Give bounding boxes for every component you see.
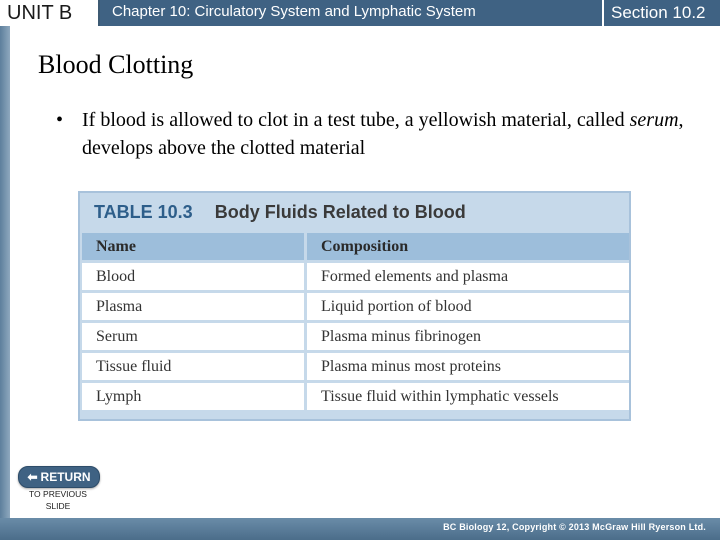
cell-name: Plasma xyxy=(82,293,307,320)
cell-composition: Liquid portion of blood xyxy=(307,293,629,320)
unit-label: UNIT B xyxy=(0,0,100,26)
return-caption xyxy=(18,488,98,512)
left-frame-bar xyxy=(0,26,10,540)
table-title: Body Fluids Related to Blood xyxy=(214,202,466,222)
cell-name: Lymph xyxy=(82,383,307,410)
table-number: TABLE 10.3 xyxy=(94,202,193,222)
slide-title: Blood Clotting xyxy=(38,50,194,79)
bullet-term-serum: serum xyxy=(629,109,679,131)
header-bar xyxy=(0,0,720,26)
cell-composition: Formed elements and plasma xyxy=(307,263,629,290)
return-caption-line1: TO PREVIOUS xyxy=(29,489,87,499)
return-caption-line2: SLIDE xyxy=(45,501,71,511)
cell-composition: Plasma minus fibrinogen xyxy=(307,323,629,350)
cell-name: Tissue fluid xyxy=(82,353,307,380)
bullet-text-end: , develops above the clotted material xyxy=(82,109,684,159)
table-caption xyxy=(94,202,466,223)
column-header-name: Name xyxy=(82,233,307,260)
column-header-composition: Composition xyxy=(307,233,629,260)
chapter-title: Chapter 10: Circulatory System and Lymphatic System xyxy=(100,0,602,26)
cell-composition: Plasma minus most proteins xyxy=(307,353,629,380)
body-fluids-table-figure xyxy=(78,191,631,421)
return-button-label: RETURN xyxy=(40,470,91,484)
table-row xyxy=(82,293,629,320)
bullet-point xyxy=(56,106,696,162)
table-row xyxy=(82,383,629,410)
bullet-dot: • xyxy=(56,109,64,131)
return-button[interactable] xyxy=(18,466,100,488)
cell-name: Serum xyxy=(82,323,307,350)
return-arrow-icon: ⬅ xyxy=(27,470,38,484)
section-label: Section 10.2 xyxy=(602,0,720,26)
table-row xyxy=(82,263,629,290)
cell-name: Blood xyxy=(82,263,307,290)
table-header-row xyxy=(82,233,629,260)
cell-composition: Tissue fluid within lymphatic vessels xyxy=(307,383,629,410)
table-row xyxy=(82,353,629,380)
copyright-text: BC Biology 12, Copyright © 2013 McGraw Hill Ryerson Ltd. xyxy=(443,522,706,532)
bullet-text-start: If blood is allowed to clot in a test tube, a yellowish material, called xyxy=(82,109,630,131)
body-fluids-table xyxy=(82,230,629,413)
table-row xyxy=(82,323,629,350)
